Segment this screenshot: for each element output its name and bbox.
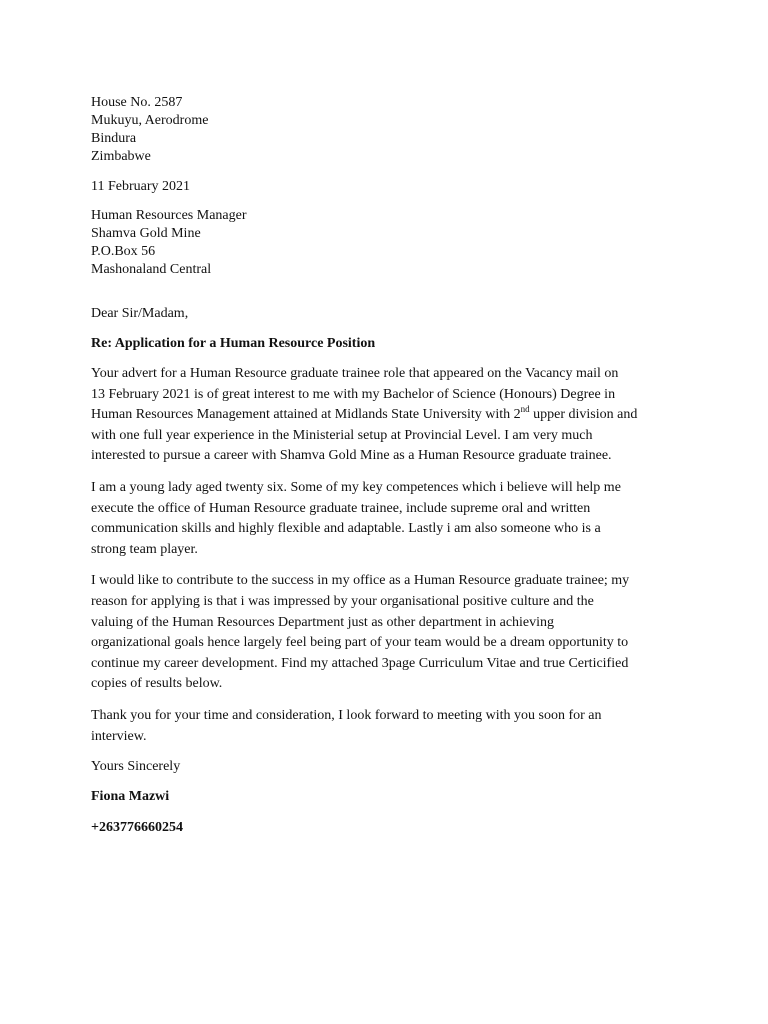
recipient-address-line: Shamva Gold Mine bbox=[91, 226, 201, 241]
paragraph-line: strong team player. bbox=[91, 541, 198, 557]
paragraph-thanks bbox=[91, 706, 691, 747]
paragraph-line: communication skills and highly flexible and adaptable. Lastly i am also someone who is a bbox=[91, 521, 601, 537]
sender-address-line: Bindura bbox=[91, 131, 137, 146]
paragraph-competences bbox=[91, 478, 691, 560]
signature-phone: +263776660254 bbox=[91, 820, 183, 836]
paragraph-line: interested to pursue a career with Shamva Gold Mine as a Human Resource graduate trainee. bbox=[91, 448, 612, 464]
salutation: Dear Sir/Madam, bbox=[91, 306, 189, 321]
signature-name: Fiona Mazwi bbox=[91, 789, 170, 805]
paragraph-line: continue my career development. Find my attached 3page Curriculum Vitae and true Certicified bbox=[91, 655, 629, 671]
recipient-address bbox=[91, 207, 691, 279]
paragraph-line: valuing of the Human Resources Department just as other department in achieving bbox=[91, 614, 555, 630]
subject-line: Re: Application for a Human Resource Position bbox=[91, 336, 376, 351]
paragraph-text: Human Resources Management attained at Midlands State University with 2 bbox=[91, 407, 521, 423]
paragraph-line: Thank you for your time and consideration, I look forward to meeting with you soon for an bbox=[91, 707, 602, 723]
paragraph-line: organizational goals hence largely feel being part of your team would be a dream opportunity to bbox=[91, 635, 629, 651]
paragraph-line: copies of results below. bbox=[91, 676, 223, 692]
closing-phrase: Yours Sincerely bbox=[91, 759, 181, 775]
ordinal-superscript: nd bbox=[520, 404, 530, 415]
recipient-address-line: Mashonaland Central bbox=[91, 262, 212, 277]
sender-address-line: House No. 2587 bbox=[91, 95, 183, 110]
paragraph-line: with one full year experience in the Ministerial setup at Provincial Level. I am very much bbox=[91, 427, 593, 443]
sender-address-line: Mukuyu, Aerodrome bbox=[91, 113, 209, 128]
paragraph-line: execute the office of Human Resource graduate trainee, include supreme oral and written bbox=[91, 500, 591, 516]
sender-address-line: Zimbabwe bbox=[91, 149, 151, 164]
recipient-address-line: P.O.Box 56 bbox=[91, 244, 156, 259]
paragraph-line: I am a young lady aged twenty six. Some of my key competences which i believe will help me bbox=[91, 479, 621, 495]
paragraph-line: I would like to contribute to the success in my office as a Human Resource graduate trainee; my bbox=[91, 573, 630, 589]
paragraph-motivation bbox=[91, 571, 691, 695]
paragraph-line: 13 February 2021 is of great interest to me with my Bachelor of Science (Honours) Degree in bbox=[91, 386, 616, 402]
paragraph-line: interview. bbox=[91, 728, 147, 744]
cover-letter bbox=[91, 94, 691, 837]
paragraph-text: upper division and bbox=[529, 407, 638, 423]
letter-date: 11 February 2021 bbox=[91, 179, 191, 194]
sender-address bbox=[91, 94, 691, 166]
paragraph-intro bbox=[91, 364, 691, 467]
paragraph-line bbox=[91, 405, 691, 426]
paragraph-line: Your advert for a Human Resource graduate trainee role that appeared on the Vacancy mail on bbox=[91, 366, 619, 381]
recipient-address-line: Human Resources Manager bbox=[91, 208, 247, 223]
paragraph-line: reason for applying is that i was impressed by your organisational positive culture and the bbox=[91, 593, 594, 609]
